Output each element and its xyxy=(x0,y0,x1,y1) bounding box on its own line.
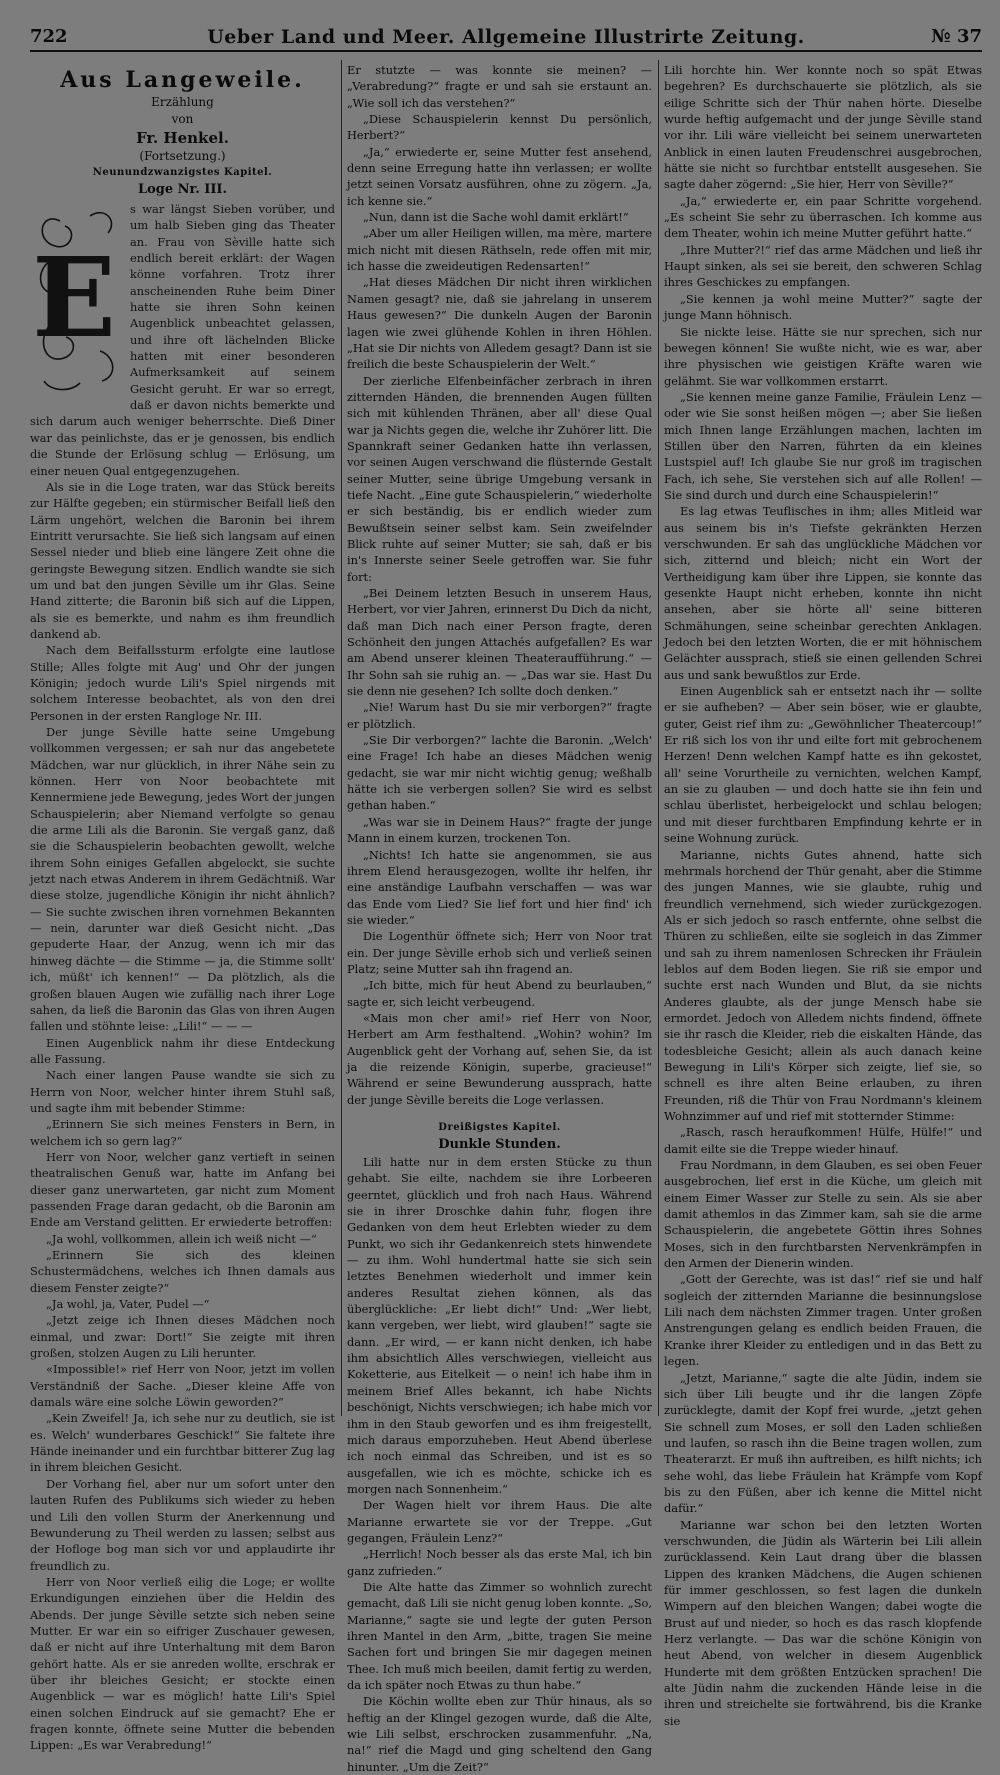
paragraph: „Nun, dann ist die Sache wohl damit erklärt!“ xyxy=(363,210,629,225)
paragraph: Der Vorhang fiel, aber nur um sofort unter den lauten Rufen des Publikums sich wieder zu heben und Lili den vollen Sturm der Anerkennung und Bewunderung zu Theil werden zu lassen; selbst aus der Hofloge bog man sich vor und applaudirte ihr freundlich zu. xyxy=(30,1476,335,1573)
chapter-title: Dunkle Stunden. xyxy=(438,1137,561,1152)
column-3 xyxy=(664,62,982,1728)
column-1 xyxy=(30,62,335,1753)
paragraph: «Mais mon cher ami!» rief Herr von Noor, Herbert am Arm festhaltend. „Wohin? wohin? Im Augenblick geht der Vorhang auf, sehen Sie, da ist ja die reizende Königin, superbe, gracieuse!“ Während er seine Bewunderung aussprach, hatte der junge Sèville bereits die Loge verlassen. xyxy=(347,1010,652,1107)
paragraph: Nach einer langen Pause wandte sie sich zu Herrn von Noor, welcher hinter ihrem Stuhl saß, und sagte ihm mit bebender Stimme: xyxy=(30,1068,335,1115)
paragraph: „Ja,“ erwiederte er, ein paar Schritte vorgehend. „Es scheint Sie sehr zu überraschen. Ich komme aus dem Theater, wohin ich meine Mutter geführt hatte.“ xyxy=(664,193,982,241)
paragraph: Lili hatte nur in dem ersten Stücke zu thun gehabt. Sie eilte, nachdem sie ihre Lorbeeren geerntet, glücklich und froh nach Haus. Während sie in ihrer Droschke dahin fuhr, flogen ihre Gedanken von dem heut Erlebten wieder zu dem Punkt, wo sich ihr Gedankenreich stets hinwendete — zu ihm. Wohl hundertmal hatte sie sich sein letztes Benehmen wiederholt und immer kein anderes Resultat ziehen können, als das überglückliche: „Er liebt dich!“ Und: „Wer liebt, kann vergeben, wer liebt, wird glauben!“ sagte sie dann. „Er wird, — er kann nicht denken, ich habe ihm absichtlich Alles verschwiegen, vielleicht aus Koketterie, aus Eitelkeit — o nein! ich habe ihm in meinem Brief Alles bekannt, ich habe Nichts beschönigt, Nichts verschwiegen; ich habe mich vor ihm in den Staub geworfen und es ihm freigestellt, mich daraus emporzuheben. Heut Abend überlese ich noch einmal das Schreiben, und ist es so ausgefallen, wie ich es möchte, schicke ich es morgen nach Sonnenheim.“ xyxy=(347,1155,652,1496)
paragraph: „Ich bitte, mich für heut Abend zu beurlauben,“ sagte er, sich leicht verbeugend. xyxy=(347,978,652,1009)
paragraph: «Impossible!» rief Herr von Noor, jetzt im vollen Verständniß der Sache. „Dieser kleine Affe von damals wäre eine solche Löwin geworden?“ xyxy=(30,1362,335,1410)
story-author: Fr. Henkel. xyxy=(136,129,229,147)
paragraph: Es lag etwas Teuflisches in ihm; alles Mitleid war aus seinem bis in's Tiefste gekränkten Herzen verschwunden. Er sah das unglückliche Mädchen vor sich, zitternd und bleich; nicht ein Wort der Vertheidigung kam über ihre Lippen, sie konnte das gesenkte Haupt nicht erheben, konnte ihn nicht ansehen, aber sie hörte all' seine bitteren Schmähungen, seine scheinbar gerechten Anklagen. Jedoch bei den letzten Worten, die er mit höhnischem Gelächter aussprach, stieß sie einen gellenden Schrei aus und sank bewußtlos zur Erde. xyxy=(664,504,982,682)
svg-text:E: E xyxy=(32,233,116,362)
paragraph: Lili horchte hin. Wer konnte noch so spät Etwas begehren? Es durchschauerte sie plötzlich, als sie eilige Schritte sich der Thür nahen hörte. Dieselbe wurde heftig aufgemacht und der junge Sèville stand vor ihr. Lili wäre vielleicht bei seinem unerwarteten Anblick in einen lauten Freudenschrei ausgebrochen, hätte sie nicht so furchtbar entstellt ausgesehen. Sie sagte daher zögernd: „Sie hier, Herr von Sèville?“ xyxy=(664,63,982,192)
paragraph: „Jetzt, Marianne,“ sagte die alte Jüdin, indem sie sich über Lili beugte und ihr die langen Zöpfe zurücklegte, damit der Kopf frei wurde, „jetzt gehen Sie schnell zum Moses, er soll den Laden schließen und laufen, so rasch ihn die Beine tragen wollen, zum Theaterarzt. Er muß ihn auftreiben, es hilft nichts; ich sehe wohl, das liebe Fräulein hat Krämpfe vom Kopf bis zu den Füßen, aber ich kenne die Mittel nicht dafür.“ xyxy=(664,1370,982,1516)
chapter-heading: Dreißigstes Kapitel. xyxy=(438,1122,561,1133)
paragraph: „Aber um aller Heiligen willen, ma mère, martere mich nicht mit diesen Räthseln, rede offen mit mir, ich hasse die zweideutigen Redensarten!“ xyxy=(347,226,652,274)
paragraph: „Was war sie in Deinem Haus?“ fragte der junge Mann in einem kurzen, trockenen Ton. xyxy=(347,814,652,846)
paragraph: Die Köchin wollte eben zur Thür hinaus, als so heftig an der Klingel gezogen wurde, daß die Alte, wie Lili selbst, erschrocken zusammenfuhr. „Na, na!“ rief die Magd und ging scheltend den Gang hinunter. „Um die Zeit?“ xyxy=(347,1694,652,1774)
paragraph: Marianne war schon bei den letzten Worten verschwunden, die Jüdin als Wärterin bei Lili allein zurücklassend. Kein Laut drang über die blassen Lippen des kranken Mädchens, die Augen schienen für immer geschlossen, so fest lagen die dunkeln Wimpern auf den bleichen Wangen; dabei wogte die Brust auf und nieder, so hoch es das rasch klopfende Herz verlangte. — Das war die schöne Königin von heut Abend, von welcher in diesem Augenblick Hunderte mit dem größten Entzücken sprachen! Die alte Jüdin nahm die zuckenden Hände leise in die ihren und streichelte sie fortwährend, bis die Kranke sie xyxy=(664,1517,982,1728)
paragraph: „Diese Schauspielerin kennst Du persönlich, Herbert?“ xyxy=(347,112,652,143)
story-subtitle: Erzählung xyxy=(151,95,214,109)
paragraph: „Hat dieses Mädchen Dir nicht ihren wirklichen Namen gesagt? nie, daß sie jahrelang in unserem Haus gewesen?“ Die dunkeln Augen der Baronin lagen wie zwei glühende Kohlen in ihren Höhlen. „Hat sie Dir nichts von Alledem gesagt? Dann ist sie freilich die beste Schauspielerin der Welt.“ xyxy=(347,275,652,372)
column-divider xyxy=(658,60,659,1416)
page-number: 722 xyxy=(30,26,68,47)
chapter-heading: Neunundzwanzigstes Kapitel. xyxy=(92,167,273,178)
column-1-text xyxy=(30,201,335,1754)
paragraph: „Ja wohl, vollkommen, allein ich weiß nicht —“ xyxy=(46,1231,317,1246)
paragraph: Einen Augenblick nahm ihr diese Entdeckung alle Fassung. xyxy=(30,1035,335,1066)
chapter-2-heading-block xyxy=(347,1120,652,1154)
paragraph: „Sie kennen meine ganze Familie, Fräulein Lenz — oder wie Sie sonst heißen mögen —; aber Sie ließen mich Ihnen lange Erzählungen machen, lachten im Stillen über den Narren, führten da ein kleines Lustspiel auf! Ich glaube Sie nur groß im tragischen Fach, ich sehe, Sie verstehen sich auf alle Rollen! — Sie sind durch und durch eine Schauspielerin!“ xyxy=(664,389,982,502)
column-2 xyxy=(347,62,652,1774)
paragraph: „Bei Deinem letzten Besuch in unserem Haus, Herbert, vor vier Jahren, erinnerst Du Dich da nicht, daß man Dich nach einer Person fragte, deren Schönheit den jungen Attachés aufgefallen? Es war am Abend unserer kleinen Theateraufführung.“ — Ihr Sohn sah sie ruhig an. — „Das war sie. Hast Du sie denn nie gesehen? Ich sollte doch denken.“ xyxy=(347,586,652,699)
paragraph: Der junge Sèville hatte seine Umgebung vollkommen vergessen; er sah nur das angebetete Mädchen, war nur glücklich, in ihrer Nähe sein zu können. Herr von Noor beobachtete mit Kennermiene jede Bewegung, jedes Wort der jungen Schauspielerin; aber Niemand verfolgte so genau die arme Lili als die Baronin. Sie vergaß ganz, daß sie die Schauspielerin beobachten gewollt, welche ihrem Sohn einiges Gefallen abgelockt, sie suchte jetzt nach etwas Anderem in ihrem Gedächtniß. War diese stolze, jugendliche Königin ihr nicht ähnlich? — Sie suchte zwischen ihren vornehmen Bekannten — nein, darunter war dieß Gesicht nicht. „Das gepuderte Haar, der Anzug, wenn ich mir das hinweg dächte — die Stimme — ja, die Stimme sollt' ich, müßt' ich kennen!“ — Da plötzlich, als die großen blauen Augen wie zufällig nach ihrer Loge sahen, da ließ die Baronin das Glas von ihren Augen fallen und stöhnte leise: „Lili!“ — — — xyxy=(30,725,335,1034)
issue-number: № 37 xyxy=(931,26,982,47)
paragraph: „Ihre Mutter?!“ rief das arme Mädchen und ließ ihr Haupt sinken, als sei sie bereit, den schweren Schlag ihres Geschickes zu empfangen. xyxy=(664,242,982,290)
paragraph: „Rasch, rasch heraufkommen! Hülfe, Hülfe!“ und damit eilte sie die Treppe wieder hinauf. xyxy=(664,1125,982,1156)
page-header xyxy=(30,24,982,52)
paragraph: „Nie! Warum hast Du sie mir verborgen?“ fragte er plötzlich. xyxy=(347,700,652,731)
paragraph: „Erinnern Sie sich meines Fensters in Bern, in welchem ich so gern lag?“ xyxy=(30,1117,335,1148)
paragraph: Die Alte hatte das Zimmer so wohnlich zurecht gemacht, daß Lili sie nicht genug loben konnte. „So, Marianne,“ sagte sie und legte der guten Person ihren Mantel in den Arm, „bitte, tragen Sie meine Sachen fort und bringen Sie mir dagegen meinen Thee. Ich muß mich beeilen, damit fertig zu werden, da ich später noch Etwas zu thun habe.“ xyxy=(347,1579,652,1692)
column-divider xyxy=(341,60,342,1416)
story-title: Aus Langeweile. xyxy=(60,67,305,93)
story-title-block xyxy=(30,66,335,199)
paragraph: „Ja wohl, ja, Vater, Pudel —“ xyxy=(46,1297,210,1312)
paragraph: Nach dem Beifallssturm erfolgte eine lautlose Stille; Alles folgte mit Aug' und Ohr der jungen Königin; jedoch wurde Lili's Spiel nirgends mit solchem Interesse beobachtet, als von den drei Personen in der ersten Rangloge Nr. III. xyxy=(30,643,335,723)
paragraph: Frau Nordmann, in dem Glauben, es sei oben Feuer ausgebrochen, lief erst in die Küche, um gleich mit einem Eimer Wasser zur Stelle zu sein. Als sie aber damit athemlos in das Zimmer kam, sah sie die arme Schauspielerin, die angebetete Göttin ihres Sohnes Moses, sich in den furchtbarsten Nervenkrämpfen in den Armen der Dienerin winden. xyxy=(664,1158,982,1271)
story-continuation: (Fortsetzung.) xyxy=(139,149,226,163)
paragraph: Der Wagen hielt vor ihrem Haus. Die alte Marianne erwartete sie vor der Treppe. „Gut gegangen, Fräulein Lenz?“ xyxy=(347,1498,652,1545)
paragraph: Er stutzte — was konnte sie meinen? — „Verabredung?“ fragte er und sah sie erstaunt an. „Wie soll ich das verstehen?“ xyxy=(347,63,652,110)
paragraph: Als sie in die Loge traten, war das Stück bereits zur Hälfte gegeben; ein stürmischer Beifall ließ den Lärm ungehört, welchen die Baronin bei ihrem Eintritt verursachte. Sie ließ sich langsam auf einen Sessel nieder und blieb eine längere Zeit ohne die geringste Bewegung sitzen. Endlich wandte sie sich um und bat den jungen Sèville um ihr Glas. Seine Hand zitterte; die Baronin biß sich auf die Lippen, als sie es bemerkte, und nahm es ihm freundlich dankend ab. xyxy=(30,479,335,641)
paragraph: Der zierliche Elfenbeinfächer zerbrach in ihren zitternden Händen, die brennenden Augen füllten sich mit kühlenden Thränen, aber all' diese Qual war ja Nichts gegen die, welche ihr Zuhörer litt. Die Spannkraft seiner Gedanken hatte ihn verlassen, vor seinen Augen verschwand die flüsternde Gestalt seiner Mutter, seine übrige Umgebung versank in tiefe Nacht. „Eine gute Schauspielerin,“ wiederholte er sich beständig, bis er endlich wieder zum Bewußtsein seiner selbst kam. Sein zweifelnder Blick ruhte auf seiner Mutter; sie sah, daß er bis in's Innerste seiner Seele getroffen war. Sie fuhr fort: xyxy=(347,373,652,584)
paragraph: Herr von Noor, welcher ganz vertieft in seinen theatralischen Genuß war, hatte im Anfang bei dieser ganz unerwarteten, gar nicht zum Moment passenden Frage daran gedacht, ob die Baronin am Ende am Verstand gelitten. Er erwiederte betroffen: xyxy=(30,1149,335,1230)
paragraph: Sie nickte leise. Hätte sie nur sprechen, sich nur bewegen können! Sie wußte nicht, wie es war, aber ihre physischen wie geistigen Kräfte waren wie gelähmt. Sie war vollkommen erstarrt. xyxy=(664,324,982,388)
chapter-title: Loge Nr. III. xyxy=(137,182,228,197)
masthead: Ueber Land und Meer. Allgemeine Illustrirte Zeitung. xyxy=(207,26,805,48)
paragraph: „Sie Dir verborgen?“ lachte die Baronin. „Welch' eine Frage! Ich habe an dieses Mädchen wenig gedacht, sie war mir nicht wichtig genug; weßhalb hätte ich sie verbergen sollen? Sie wird es selbst gethan haben.“ xyxy=(347,733,652,813)
paragraph: Marianne, nichts Gutes ahnend, hatte sich mehrmals horchend der Thür genaht, aber die Stimme des jungen Mannes, wie sie glaubte, ruhig und freundlich vernehmend, sich wieder zurückgezogen. Als er sich jedoch so rasch entfernte, ohne selbst die Thüren zu schließen, eilte sie sogleich in das Zimmer und sah zu ihrem namenlosen Schrecken ihr Fräulein leblos auf dem Boden liegen. Sie riß sie empor und suchte erst nach Wunden und Blut, da sie nichts Anderes glaubte, als der junge Mensch habe sie ermordet. Jedoch von Alledem nichts findend, öffnete sie ihr rasch die Kleider, rieb die eiskalten Hände, das todesbleiche Gesicht; allein als auch danach keine Bewegung in Lili's Körper sich zeigte, lief sie, so schnell es ihre alten Beine erlauben, zu ihren Freunden, riß die Thür von Frau Nordmann's kleinem Wohnzimmer auf und rief mit stotternder Stimme: xyxy=(664,847,982,1123)
paragraph: s war längst Sieben vorüber, und um halb Sieben ging das Theater an. Frau von Sèville hatte sich endlich bereit erklärt: der Wagen könne vorfahren. Trotz ihrer anscheinenden Ruhe beim Diner hatte sie ihren Sohn keinen Augenblick unbeachtet gelassen, und ihre oft lächelnden Blicke hatten mit einer besonderen Aufmerksamkeit auf seinem Gesicht geruht. Er war so erregt, daß er davon nichts bemerkte und sich darum auch weniger beherrschte. Dieß Diner war das peinlichste, das er je genossen, bis endlich die Stunde der Erlösung schlug — Erlösung, um einer neuen Qual entgegenzugehen. xyxy=(30,202,335,478)
paragraph: „Erinnern Sie sich des kleinen Schustermädchens, welches ich Ihnen damals aus diesem Fenster zeigte?“ xyxy=(30,1248,335,1295)
paragraph: „Jetzt zeige ich Ihnen dieses Mädchen noch einmal, und zwar: Dort!“ Sie zeigte mit ihren großen, stolzen Augen zu Lili herunter. xyxy=(30,1313,335,1361)
paragraph: „Kein Zweifel! Ja, ich sehe nur zu deutlich, sie ist es. Welch' wunderbares Geschick!“ Sie faltete ihre Hände ineinander und ein furchtbar bitterer Zug lag in ihrem bleichen Gesicht. xyxy=(30,1411,335,1475)
paragraph: „Nichts! Ich hatte sie angenommen, sie aus ihrem Elend herausgezogen, wollte ihr helfen, ihr eine anständige Laufbahn verschaffen — was war das Ende vom Lied? Sie lief fort und hier find' ich sie wieder.“ xyxy=(347,847,652,927)
paragraph: Einen Augenblick sah er entsetzt nach ihr — sollte er sie aufheben? — Aber sein böser, wie er glaubte, guter, Geist rief ihm zu: „Gewöhnlicher Theatercoup!“ Er riß sich los von ihr und eilte fort mit gebrochenem Herzen! Denn welchen Kampf hatte es ihn gekostet, all' seine Vorurtheile zu vernichten, welchen Kampf, an sie zu glauben — und doch hatte sie ihn fein und schlau überlistet, herbeigelockt und schlau belogen; und mit dieser furchtbaren Empfindung kehrte er in seine Wohnung zurück. xyxy=(664,684,982,846)
paragraph: „Sie kennen ja wohl meine Mutter?“ sagte der junge Mann höhnisch. xyxy=(664,291,982,323)
ornamental-initial-icon xyxy=(30,201,122,401)
paragraph: „Herrlich! Noch besser als das erste Mal, ich bin ganz zufrieden.“ xyxy=(347,1547,652,1578)
story-by: von xyxy=(171,112,194,126)
paragraph: Herr von Noor verließ eilig die Loge; er wollte Erkundigungen einziehen über die Heldin des Abends. Der junge Sèville setzte sich neben seine Mutter. Er war ein so eifriger Zuschauer gewesen, daß er nicht auf ihre Unterhaltung mit dem Baron gehört hatte. Als er sie anreden wollte, erschrak er über ihr bleiches Gesicht; er stockte einen Augenblick — war es möglich! hatte Lili's Spiel einen solchen Eindruck auf sie gemacht? Ehe er fragen konnte, öffnete seine Mutter die bebenden Lippen: „Es war Verabredung!“ xyxy=(30,1574,335,1753)
paragraph: Die Logenthür öffnete sich; Herr von Noor trat ein. Der junge Sèville erhob sich und verließ seinen Platz; seine Mutter sah ihn fragend an. xyxy=(347,929,652,976)
paragraph: „Ja,“ erwiederte er, seine Mutter fest ansehend, denn seine Erregung hatte ihn verlassen; er wollte jetzt seinen Vorsatz ausführen, ohne zu zögern. „Ja, ich kenne sie.“ xyxy=(347,144,652,208)
paragraph: „Gott der Gerechte, was ist das!“ rief sie und half sogleich der zitternden Marianne die besinnungslose Lili nach dem nächsten Zimmer tragen. Unter großen Anstrengungen gelang es endlich beiden Frauen, die Kranke ihrer Kleider zu entledigen und in das Bett zu legen. xyxy=(664,1272,982,1369)
